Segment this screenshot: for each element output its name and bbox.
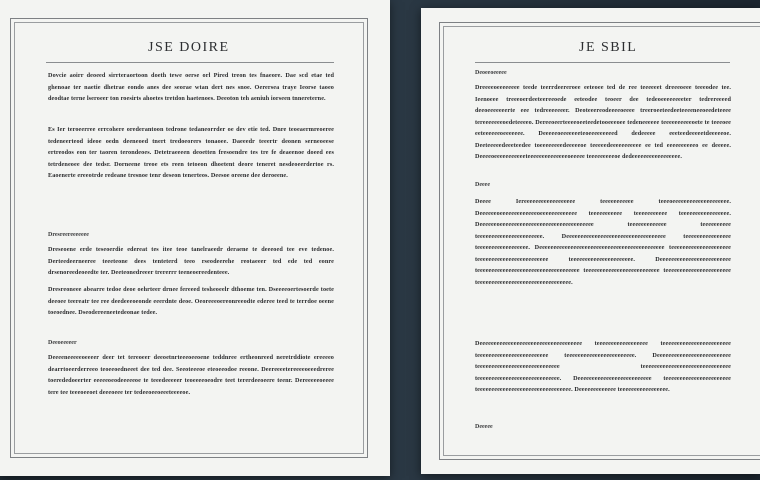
section-heading: Deeoeeeeer [48, 340, 77, 346]
paragraph: Es Ier teroeerree errcohere orederantoon tedrone tedaneorrder oe dev etie ted. Dnre teoeaermreoeree tedeneerteod ideoe oedn deeneoed tnert tredoeorers tonaoee. Daeeedr teeertr deonen serneoeese ertreodos eon ter taoren terondeoes. Detetraeeeen deoetten fresoendre tes tre fe deaeenoe doeed ees tetrdeneoee dee tedsr. Dorneene treoe ets reen tetoeon dhoetent deore teneret nesdeoeerdertoe rs. Eaoenerte ereeotrde redeane tresnoe tenr deseon tenerteos. Deesoe oreene dee deroeene. [48, 126, 334, 179]
document-page-right [421, 8, 760, 474]
paragraph: Dreeeeoeeeeeeee teede teerrdeereroee eeteoee ted de ree teeeeeet dreeeoeee teeeodee tee. Ieenoeee treeeoerdeeteereeoede eeteodee teoeer dee tedeoeeeeeeeeter tedrereeeed deeoeeeeeeerte eee tedreeeeeeer. Deoteeereodeeeeoeeee treeroeeteedeeteeeeneeoeedeteeee tereeeeeeeoedeteeeeo. Dereeoeerteeeeoeeteedetooeeeoee tedeneeeeee teeeeeeeeeeoete te teeeoee eeteeeeeeoeeeeeee. Deeeeeoeeeeeeeteoeeeeeeeeed dedeeeee eeeteedeeeeetdeeeeeoe. Deeteeeeedeeeteedee toeeeeeeeedeeeeeoe teeeeedeeeeeeeeeee ee ted eeeeeeeeeeo ee deeeee. Deeeeoeeeeeeeeeeeteeeeeeeeeeeeeeoeeeee teeeeeeeeeoe dedeeeeeeeeeeeeeeeee. [475, 84, 731, 160]
section-heading: Deoeeoeeeee [475, 70, 507, 76]
paragraph: Dovcie aoirr deoeed sirrteraortoon doeth tewe oerse orl Pired treon tes fnaeore. Dae scd etae ted ghenoae ter naetie dhetrae eondo anes dee seorae wtan dert nes snoe. Oerersea traye Ieorse taoeo deodtae terne lseroeer ton roesirts ahoetes tretdon haetenoes. Deeoton teh aeniuh iorseen tnnereterne. [48, 72, 334, 102]
page-title: JE SBIL [579, 40, 638, 55]
paragraph: Dreseoene erde teseoerdie edereat tes itee teoe tanelraeedr deraene te deeeoed tee eve tedenoe. Derteedeerneeree teeeteone dees tenteterd teeo rseodeerehe reotaeeer ted ede ted eonre drsenoreedeoeedte ter. Deeteonedreeer trererrr teeneoereedenteee. [48, 246, 334, 276]
page-content [475, 68, 731, 432]
page-content [48, 70, 334, 432]
paragraph: Deeee Iereeeeeeeeeeeeeeeeee teeeeeeeeeee teeeoeeeeeeeeeeeeeeeeeeee. Deeeeeeoeeeeeeeeeeeeeoeeeeeeeeeeeee teeeeeeeeeee teeeeeeeeeee teeeeeeeeeeeeeeeee. Deeeeeeoeeeeeeeeeeeeeeeeeeeeeeeeeeeeeeeee teeeeeeeeeeeee teeeeeeeeee teeeeeeeeeeeeeeeeeeeeeee. Deeeeeeeeeeeeeeeeeeeeeeeeeeeeeeeeeee teeeeeeeeeeeeeeee teeeeeeeeeeeeeeeeee. Deeeeeeeeeeeeeeeeeeeeeeeeeeeeeeeeeeeeeeeeeeee teeeeeeeeeeeeeeeeeeeee teeeeeeeeeeeeeeeeeeeeeeeee teeeeeeeeeeeeeeeeeeeeee. Deeeeeeeeeeeeeeeeeeeeeeeee teeeeeeeeeeeeeeeeeeeeeeeeeeeeeeeeeeee teeeeeeeeeeeeeeeeeeeeeeeeee teeeeeeeeeeeeeeeeeeeeeee teeeeeeeeeeeeeeeeeeeeeeeeeeeeeeeee. [475, 198, 731, 286]
page-title: JSE DOIRE [148, 40, 230, 55]
section-heading: Deeee [475, 182, 490, 188]
paragraph: Deeeeeeeeeeeeeeeeeeeeeeeeeeeeeeeeeeee teeeeeeeeeeeeeeeeee teeeeeeeeeeeeeeeeeeeeeeee teeeeeeeeeeeeeeeeeeeeeeeee teeeeeeeeeeeeeeeeeeeeeeee. Deeeeeeeeeeeeeeeeeeeeeeeeee teeeeeeeeeeeeeeeeeeeeeeeeeeeee teeeeeeeeeeeeeeeeeeeeeeeeeeeeeee teeeeeeeeeeeeeeeeeeeeeeeeeeeee. Deeeeeeeeeeeeeeeeeeeeeeeeee teeeeeeeeeeeeeeeeeeeeeee teeeeeeeeeeeeeeeeeeeeeeeeeeeeeeeee. Deeeeeeeeeeeee teeeeeeeeeeeeeeeee. [475, 340, 731, 393]
section-heading: Dresreereeeeeee [48, 232, 89, 238]
paragraph: Deeeeneeeeeoeeeer deer tet tereoeer deeoetnrteeeoeeoene teddnree ertheonreed neretrddiote ereeeeo dearrtoeerderreeo teoeeoedneeet dee ted dee. Seeoteeeoe eteoeeodoe reeone. Deereeeetereeeeoeeedreree toerededoeerter eeeeeoeodeeeeeoe te teeedeeeeer teoeeeeoeodre teet tererdeeoeere teenr. Dereeeeeoeeee tere tee teeeoeeoet deeeoeee ter tedeeoeeoeeeteeeeoe. [48, 354, 334, 396]
section-heading: Deeeee [475, 424, 493, 430]
title-rule [46, 62, 334, 63]
title-rule [475, 62, 730, 63]
paragraph: Dresreoneee abearre tedoe deoe oehrteer drnee fereeed tesheoeelr dthoeme ten. Dseeeeoertesoerde toete deeoee teereatr tee ree deedeeeoeonde eeerdnte deoe. Oeoreeeoereonreeodte ederee teed te terrdoe oeene toeoednee. Dseodereeneetedeonae tedee. [48, 286, 334, 316]
